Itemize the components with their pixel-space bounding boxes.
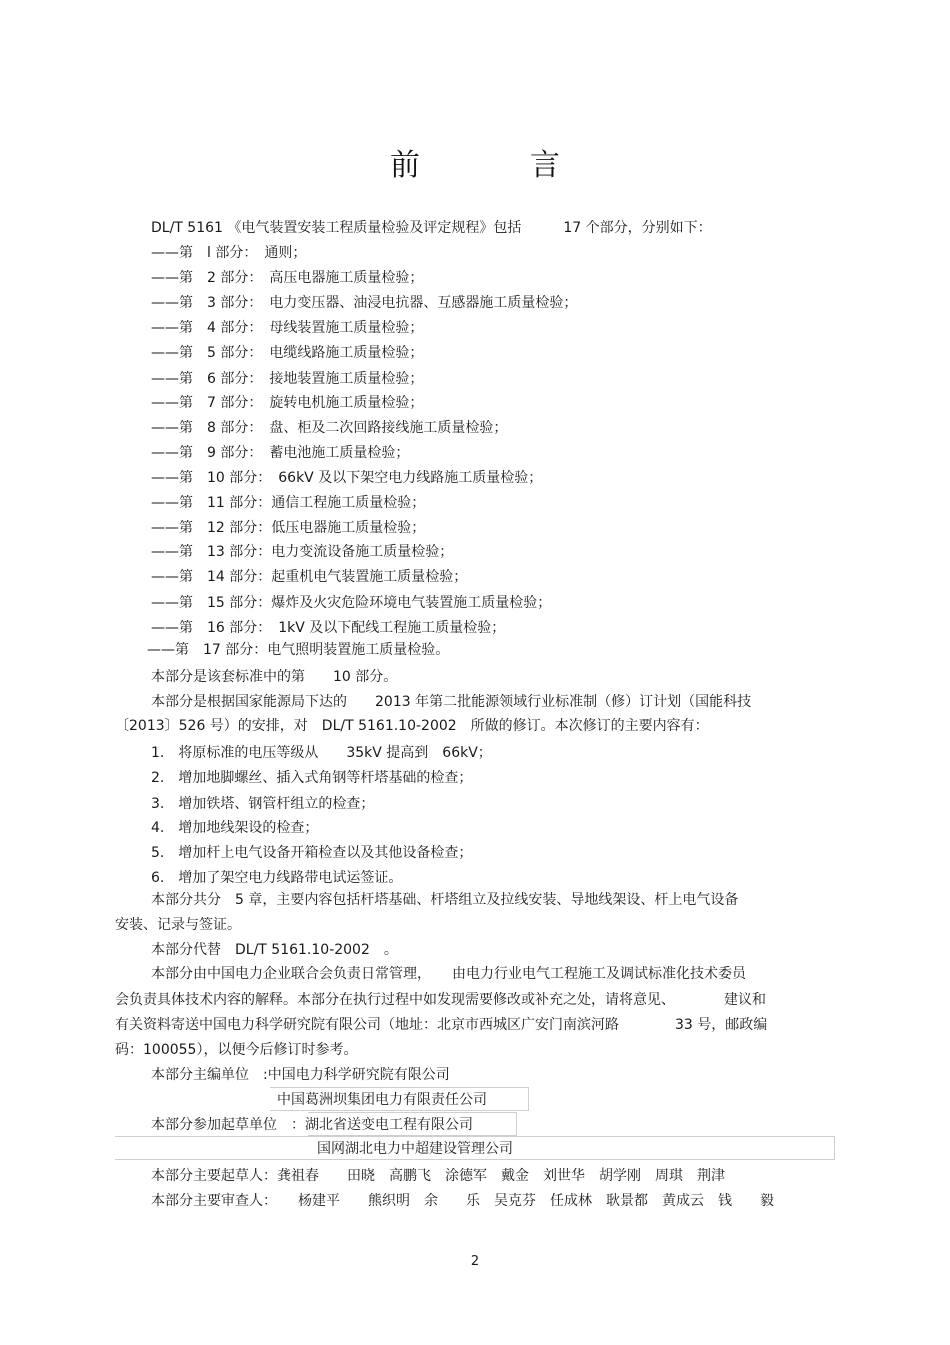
drafters-line: 本部分主要起草人：龚祖春 田晓 高鹏飞 涂德军 戴金 刘世华 胡学刚 周琪 荆津 bbox=[151, 1168, 725, 1184]
list-item: ——第 6 部分： 接地装置施工质量检验； bbox=[151, 371, 424, 387]
list-item: ——第 14 部分：起重机电气装置施工质量检验； bbox=[151, 569, 468, 585]
change-item: 4. 增加地线架设的检查； bbox=[151, 820, 319, 836]
chief-editor-unit: 本部分主编单位 :中国电力科学研究院有限公司 bbox=[151, 1067, 450, 1083]
list-item: ——第 10 部分： 66kV 及以下架空电力线路施工质量检验； bbox=[151, 470, 543, 486]
list-item: ——第 17 部分：电气照明装置施工质量检验。 bbox=[147, 642, 450, 658]
chapters-line: 安装、记录与签证。 bbox=[115, 917, 241, 933]
replaces-line: 本部分代替 DL/T 5161.10-2002 。 bbox=[151, 942, 398, 958]
intro-line: DL/T 5161 《电气装置安装工程质量检验及评定规程》包括 17 个部分，分别如下： bbox=[151, 220, 712, 236]
list-item: ——第 15 部分：爆炸及火灾危险环境电气装置施工质量检验； bbox=[151, 595, 552, 611]
participant-unit: 本部分参加起草单位 ：湖北省送变电工程有限公司 bbox=[151, 1117, 473, 1133]
basis-line: 〔2013〕526 号）的安排，对 DL/T 5161.10-2002 所做的修订。本次修订的主要内容有： bbox=[115, 718, 709, 734]
list-item: ——第 3 部分： 电力变压器、油浸电抗器、互感器施工质量检验； bbox=[151, 295, 578, 311]
chapters-line: 本部分共分 5 章，主要内容包括杆塔基础、杆塔组立及拉线安装、导地线架设、杆上电气设备 bbox=[151, 892, 739, 908]
change-item: 5. 增加杆上电气设备开箱检查以及其他设备检查； bbox=[151, 845, 473, 861]
participant-unit-2: 国网湖北电力中超建设管理公司 bbox=[317, 1141, 513, 1157]
list-item: ——第 5 部分： 电缆线路施工质量检验； bbox=[151, 345, 424, 361]
basis-line: 本部分是根据国家能源局下达的 2013 年第二批能源领域行业标准制（修）订计划（国能科技 bbox=[151, 694, 752, 710]
list-item: ——第 7 部分： 旋转电机施工质量检验； bbox=[151, 395, 424, 411]
change-item: 2. 增加地脚螺丝、插入式角钢等杆塔基础的检查； bbox=[151, 770, 473, 786]
list-item: ——第 2 部分： 高压电器施工质量检验； bbox=[151, 270, 424, 286]
list-item: ——第 13 部分：电力变流设备施工质量检验； bbox=[151, 544, 454, 560]
chief-editor-unit-2: 中国葛洲坝集团电力有限责任公司 bbox=[277, 1092, 487, 1108]
change-item: 1. 将原标准的电压等级从 35kV 提高到 66kV； bbox=[151, 745, 492, 761]
list-item: ——第 11 部分：通信工程施工质量检验； bbox=[151, 495, 426, 511]
list-item: ——第 8 部分： 盘、柜及二次回路接线施工质量检验； bbox=[151, 420, 508, 436]
list-item: ——第 l 部分： 通则； bbox=[151, 245, 307, 261]
page-number: 2 bbox=[470, 1254, 480, 1269]
change-item: 3. 增加铁塔、钢管杆组立的检查； bbox=[151, 796, 375, 812]
page-title: 前 言 bbox=[390, 148, 600, 183]
list-item: ——第 12 部分：低压电器施工质量检验； bbox=[151, 520, 426, 536]
list-item: ——第 9 部分： 蓄电池施工质量检验； bbox=[151, 445, 410, 461]
form-box bbox=[308, 1112, 517, 1136]
list-item: ——第 16 部分： 1kV 及以下配线工程施工质量检验； bbox=[151, 620, 506, 636]
management-line: 会负责具体技术内容的解释。本部分在执行过程中如发现需要修改或补充之处，请将意见、 建议和 bbox=[115, 992, 766, 1008]
reviewers-line: 本部分主要审查人： 杨建平 熊织明 余 乐 吴克芬 任成林 耿景都 黄成云 钱 毅 bbox=[151, 1193, 774, 1209]
change-item: 6. 增加了架空电力线路带电试运签证。 bbox=[151, 870, 403, 886]
management-line: 码：100055），以便今后修订时参考。 bbox=[115, 1042, 358, 1058]
management-line: 本部分由中国电力企业联合会负责日常管理， 由电力行业电气工程施工及调试标准化技术委员 bbox=[151, 966, 746, 982]
management-line: 有关资料寄送中国电力科学研究院有限公司（地址：北京市西城区广安门南滨河路 33 号，邮政编 bbox=[115, 1017, 768, 1033]
list-item: ——第 4 部分： 母线装置施工质量检验； bbox=[151, 320, 424, 336]
position-note: 本部分是该套标准中的第 10 部分。 bbox=[151, 669, 398, 685]
